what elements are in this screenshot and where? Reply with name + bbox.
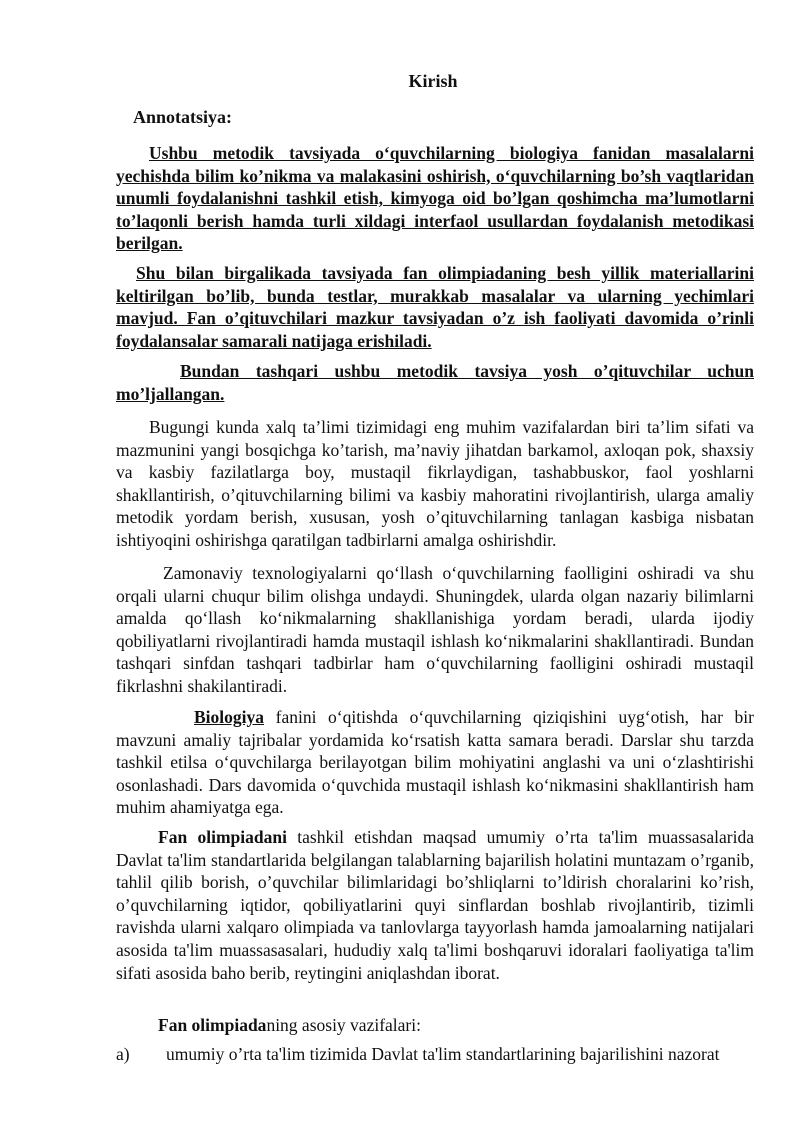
list-item-a bbox=[116, 1043, 754, 1066]
body-paragraph-1: Bugungi kunda xalq ta’limi tizimidagi eng muhim vazifalardan biri ta’lim sifati va mazmunini yangi bosqichga ko’tarish, ma’naviy jihatdan barkamol, axloqan pok, shaxsiy va kasbiy fazilatlarga boy, mustaqil fikrlaydigan, tashabbuskor, faol yoshlarni shakllantirish, o’qituvchilarning bilimi va kasbiy mahoratini rivojlantirish, ularga amaliy metodik yordam berish, xususan, yosh o’qituvchilarning tanlagan kasbiga nisbatan ishtiyoqini oshirishga qaratilgan tadbirlarni amalga oshirishdir. bbox=[116, 417, 754, 550]
olimpiada-paragraph bbox=[116, 826, 754, 984]
tasks-heading-text: ning asosiy vazifalari: bbox=[266, 1015, 421, 1035]
page-title: Kirish bbox=[408, 71, 458, 91]
list-marker: a) bbox=[116, 1044, 130, 1064]
biologiya-text: fanini o‘qitishda o‘quvchilarning qiziqishini uyg‘otish, har bir mavzuni amaliy tajribalar yordamida ko‘rsatish katta samara beradi. Darslar shu tarzda tashkil etilsa o‘quvchilarga berilayotgan bilim mohiyatini anglashi va uni o‘zlashtirishi osonlashadi. Dars davomida o‘quvchida mustaqil ishlash ko‘nikmasini shakllantirish ham muhim ahamiyatga ega. bbox=[116, 707, 754, 818]
annotation-paragraph-2: Shu bilan birgalikada tavsiyada fan olimpiadaning besh yillik materiallarini keltirilgan bo’lib, bunda testlar, murakkab masalalar va ularning yechimlari mavjud. Fan o’qituvchilari mazkur tavsiyadan o’z ish faoliyati davomida o’rinli foydalansalar samarali natijaga erishiladi. bbox=[116, 263, 754, 351]
annotation-heading: Annotatsiya: bbox=[133, 107, 233, 127]
list-item-text: umumiy o’rta ta'lim tizimida Davlat ta'lim standartlarining bajarilishini nazorat bbox=[166, 1044, 720, 1064]
biologiya-paragraph bbox=[116, 706, 754, 819]
annotation-paragraph-1: Ushbu metodik tavsiyada o‘quvchilarning biologiya fanidan masalalarni yechishda bilim ko’nikma va malakasini oshirish, o‘quvchilarning bo’sh vaqtlaridan unumli foydalanishni tashkil etish, kimyoga oid bo’lgan qoshimcha ma’lumotlarni to’laqonli berish hamda turli xildagi interfaol usullardan foydalanish metodikasi berilgan. bbox=[116, 143, 754, 254]
body-paragraph-2: Zamonaviy texnologiyalarni qo‘llash o‘quvchilarning faolligini oshiradi va shu orqali ularni chuqur bilim olishga undaydi. Shuningdek, ularda olgan nazariy bilimlarni amalda qo‘llash ko‘nikmalarning shakllanishiga yordam beradi, ularda ijodiy qobiliyatlarni rivojlantiradi hamda mustaqil ishlash ko‘nikmalarini shakllantiradi. Bundan tashqari sinfdan tashqari tadbirlar ham o‘quvchilarning faolligini oshiradi mustaqil fikrlashni shakilantiradi. bbox=[116, 563, 754, 696]
olimpiada-text: tashkil etishdan maqsad umumiy o’rta ta'lim muassasalarida Davlat ta'lim standartlarida belgilangan talablarning bajarilish holatini muntazam o’rganib, tahlil qilib borish, o’quvchilar bilimlaridagi bo’shliqlarni to’ldirish choralarini ko’rish, o’quvchilarning iqtidor, qobiliyatlarini quyi sinflardan boshlab rivojlantirib, tizimli ravishda ularni xalqaro olimpiada va tanlovlarga tayyorlash hamda jamoalarning natijalari asosida ta'lim muassasasalari, hududiy xalq ta'limi boshqaruvi idoralari faoliyatiga ta'lim sifati asosida baho berib, reytingini aniqlashdan iborat. bbox=[116, 827, 754, 983]
tasks-heading-lead: Fan olimpiada bbox=[158, 1015, 267, 1035]
biologiya-lead: Biologiya bbox=[194, 707, 265, 727]
annotation-paragraph-3: Bundan tashqari ushbu metodik tavsiya yosh o’qituvchilar uchun mo’ljallangan. bbox=[116, 361, 754, 404]
tasks-heading bbox=[116, 1014, 754, 1037]
olimpiada-lead: Fan olimpiadani bbox=[158, 827, 287, 847]
